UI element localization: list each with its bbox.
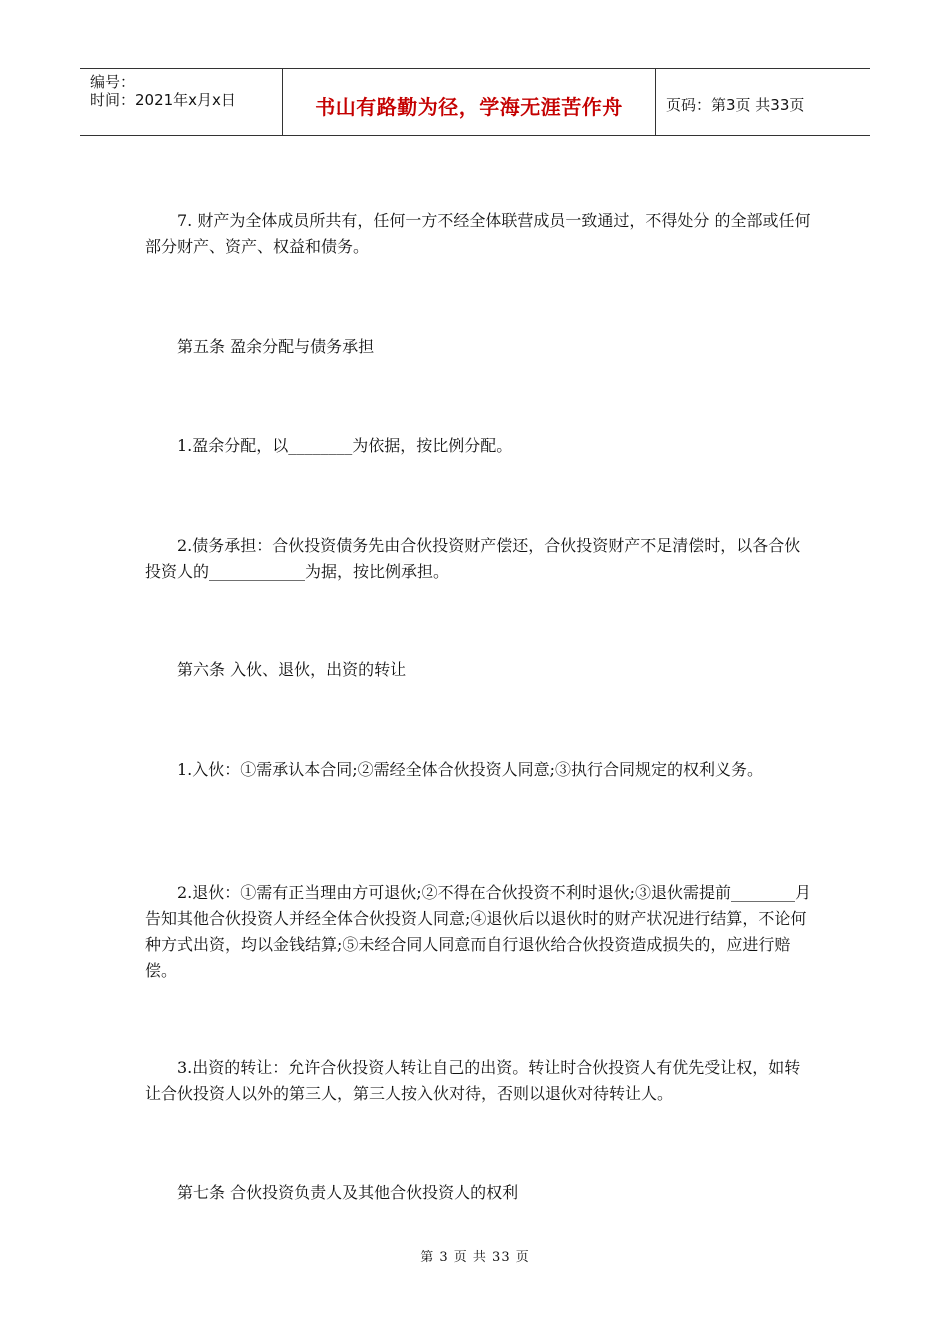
article-5-item-1 [145,433,815,459]
article-6-item-1-text: 1.入伙：①需承认本合同;②需经全体合伙投资人同意;③执行合同规定的权利义务。 [177,760,764,779]
article-5-item-2-text: 2.债务承担：合伙投资债务先由合伙投资财产偿还，合伙投资财产不足清偿时，以各合伙投资人的____________为据，按比例承担。 [145,536,801,581]
header-meta-cell [80,69,282,135]
page-footer: 第 3 页 共 33 页 [420,1250,530,1265]
article-6-item-2-text: 2.退伙：①需有正当理由方可退伙;②不得在合伙投资不利时退伙;③退伙需提前________月告知其他合伙投资人并经全体合伙投资人同意;④退伙后以退伙时的财产状况进行结算，不论何种方式出资，均以金钱结算;⑤未经合同人同意而自行退伙给合伙投资造成损失的，应进行赔偿。 [145,883,812,980]
date-label: 时间：2021年x月x日 [90,91,236,109]
article-6-item-3 [145,1055,815,1107]
header-motto-cell [282,69,656,135]
article-6-heading: 第六条 入伙、退伙，出资的转让 [177,660,407,679]
article-6-item-3-text: 3.出资的转让：允许合伙投资人转让自己的出资。转让时合伙投资人有优先受让权，如转让合伙投资人以外的第三人，第三人按入伙对待，否则以退伙对待转让人。 [145,1058,801,1103]
clause-7-text: 7. 财产为全体成员所共有，任何一方不经全体联营成员一致通过，不得处分 的全部或任何部分财产、资产、权益和债务。 [145,211,811,256]
motto-text: 书山有路勤为径，学海无涯苦作舟 [315,95,623,119]
header-page-number: 页码：第3页 共33页 [666,96,805,114]
header-page-cell [656,69,870,135]
article-5-heading: 第五条 盈余分配与债务承担 [177,337,375,356]
document-header [80,68,870,136]
article-5-item-1-text: 1.盈余分配，以________为依据，按比例分配。 [177,436,513,455]
article-7-heading: 第七条 合伙投资负责人及其他合伙投资人的权利 [177,1183,519,1202]
article-6-item-1 [145,757,815,783]
article-5-item-2 [145,533,815,585]
clause-7-paragraph [145,208,815,260]
doc-number-label: 编号： [90,73,136,91]
article-6-item-2 [145,880,815,984]
